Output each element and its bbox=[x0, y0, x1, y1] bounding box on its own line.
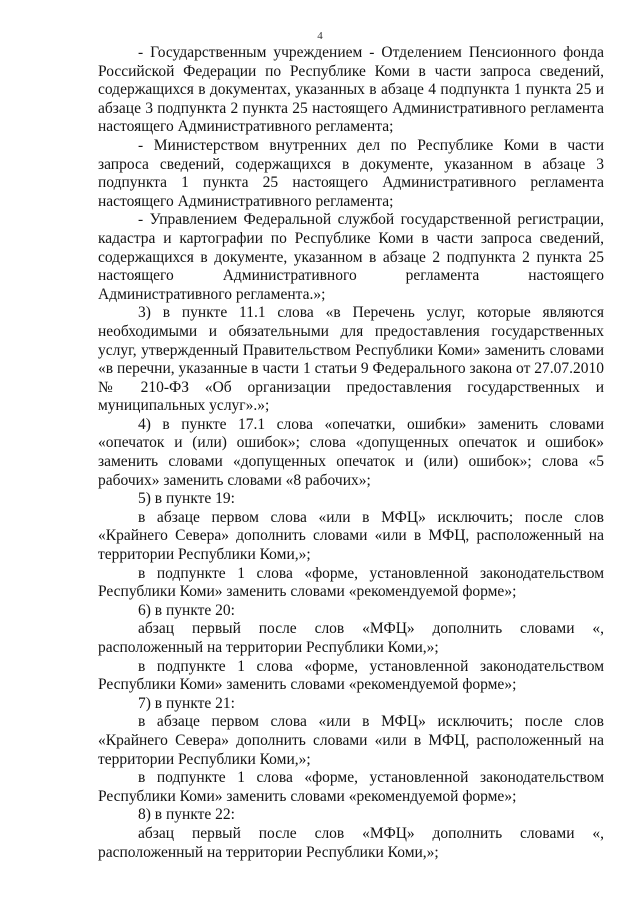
paragraph-item-6-abzac: абзац первый после слов «МФЦ» дополнить словами «, расположенный на территории Республики Коми,»; bbox=[98, 620, 604, 656]
paragraph-item-8: 8) в пункте 22: bbox=[138, 806, 235, 824]
paragraph-item-5: 5) в пункте 19: bbox=[138, 490, 235, 508]
paragraph-mvd: - Министерством внутренних дел по Республике Коми в части запроса сведений, содержащихся в документе, указанном в абзаце 3 подпункта 1 пункта 25 настоящего Административного регламента настоящего Административного регламента; bbox=[98, 136, 604, 210]
paragraph-item-5-abzac: в абзаце первом слова «или в МФЦ» исключить; после слов «Крайнего Севера» дополнить словами «или в МФЦ, расположенный на территории Республики Коми,»; bbox=[98, 508, 604, 564]
page-number: 4 bbox=[317, 30, 323, 42]
document-body bbox=[98, 44, 604, 862]
paragraph-item-7: 7) в пункте 21: bbox=[138, 694, 235, 712]
paragraph-item-4: 4) в пункте 17.1 слова «опечатки, ошибки» заменить словами «опечаток и (или) ошибок»; слова «допущенных опечаток и ошибок» заменить словами «допущенных опечаток и (или) ошибок»; слова «5 рабочих» заменить словами «8 рабочих»; bbox=[98, 415, 604, 489]
paragraph-pfr: - Государственным учреждением - Отделением Пенсионного фонда Российской Федерации по Республике Коми в части запроса сведений, содержащихся в документах, указанных в абзаце 4 подпункта 1 пункта 25 и абзаце 3 подпункта 2 пункта 25 настоящего Административного регламента настоящего Административного регламента; bbox=[98, 44, 604, 136]
paragraph-rosreestr: - Управлением Федеральной службой государственной регистрации, кадастра и картографии по Республике Коми в части запроса сведений, содержащихся в документе, указанном в абзаце 2 подпункта 2 пункта 25 настоящего Административного регламента настоящего Административного регламента.»; bbox=[98, 211, 604, 303]
paragraph-item-8-abzac: абзац первый после слов «МФЦ» дополнить словами «, расположенный на территории Республики Коми,»; bbox=[98, 824, 604, 861]
paragraph-item-6: 6) в пункте 20: bbox=[138, 601, 235, 619]
paragraph-item-6-podpunkt: в подпункте 1 слова «форме, установленной законодательством Республики Коми» заменить словами «рекомендуемой форме»; bbox=[98, 657, 604, 694]
paragraph-item-7-podpunkt: в подпункте 1 слова «форме, установленной законодательством Республики Коми» заменить словами «рекомендуемой форме»; bbox=[98, 769, 604, 805]
paragraph-item-3: 3) в пункте 11.1 слова «в Перечень услуг, которые являются необходимыми и обязательными для предоставления государственных услуг, утвержденный Правительством Республики Коми» заменить словами «в перечни, указанные в части 1 статьи 9 Федерального закона от 27.07.2010 № 210-ФЗ «Об организации предоставления государственных и муниципальных услуг».»; bbox=[98, 304, 604, 415]
paragraph-item-7-abzac: в абзаце первом слова «или в МФЦ» исключить; после слов «Крайнего Севера» дополнить словами «или в МФЦ, расположенный на территории Республики Коми,»; bbox=[98, 713, 604, 768]
paragraph-item-5-podpunkt: в подпункте 1 слова «форме, установленной законодательством Республики Коми» заменить словами «рекомендуемой форме»; bbox=[98, 564, 604, 601]
